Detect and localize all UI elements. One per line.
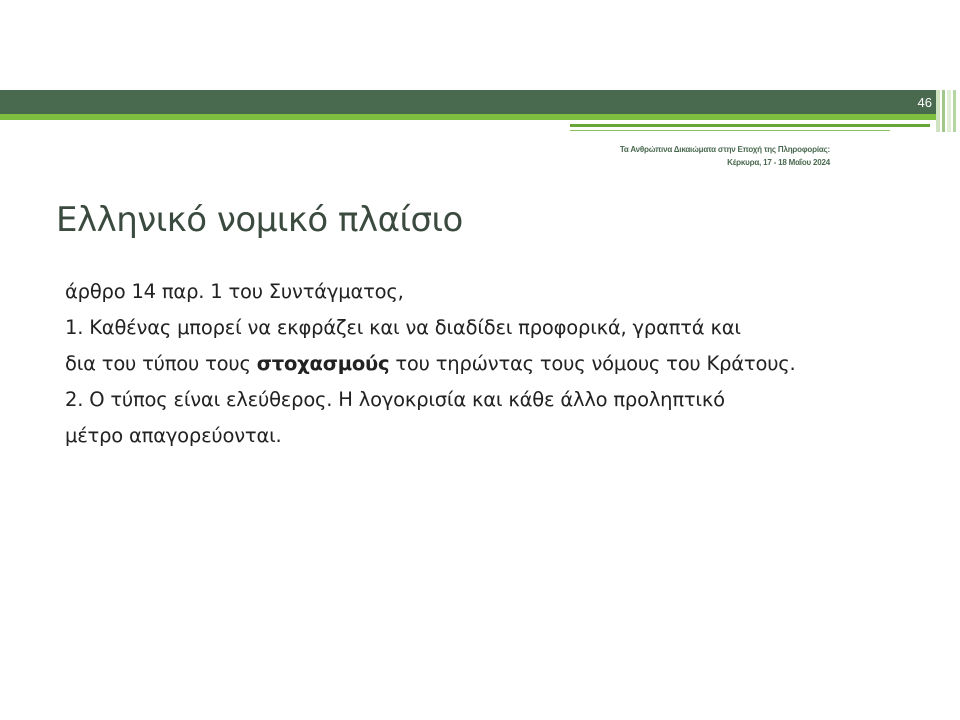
header-note	[620, 143, 830, 169]
paragraph-2-line-2: μέτρο απαγορεύονται.	[65, 424, 282, 447]
slide-body	[65, 274, 945, 454]
paragraph-2-line-1: 2. Ο τύπος είναι ελεύθερος. Η λογοκρισία και κάθε άλλο προληπτικό	[65, 388, 725, 411]
paragraph-1-text-before: δια του τύπου τους	[65, 352, 257, 375]
header-accent-line	[570, 124, 930, 127]
header-note-line2: Κέρκυρα, 17 - 18 Μαΐου 2024	[727, 158, 830, 167]
page-number: 46	[917, 95, 932, 110]
header-accent-line-thin	[570, 130, 890, 131]
header-band-dark	[0, 90, 936, 114]
header-band-light	[0, 114, 936, 120]
slide-title: Ελληνικό νομικό πλαίσιο	[56, 200, 463, 240]
paragraph-1-text-after: του τηρώντας τους νόμους του Κράτους.	[389, 352, 796, 375]
header-stripes	[936, 90, 960, 132]
emphasized-word: στοχασμούς	[256, 352, 390, 375]
paragraph-1-line-1: 1. Καθένας μπορεί να εκφράζει και να διαδίδει προφορικά, γραπτά και	[65, 316, 741, 339]
intro-line: άρθρο 14 παρ. 1 του Συντάγματος,	[65, 280, 404, 303]
paragraph-1-line-2	[65, 346, 945, 382]
header-note-line1: Τα Ανθρώπινα Δικαιώματα στην Εποχή της Πληροφορίας:	[619, 145, 830, 154]
